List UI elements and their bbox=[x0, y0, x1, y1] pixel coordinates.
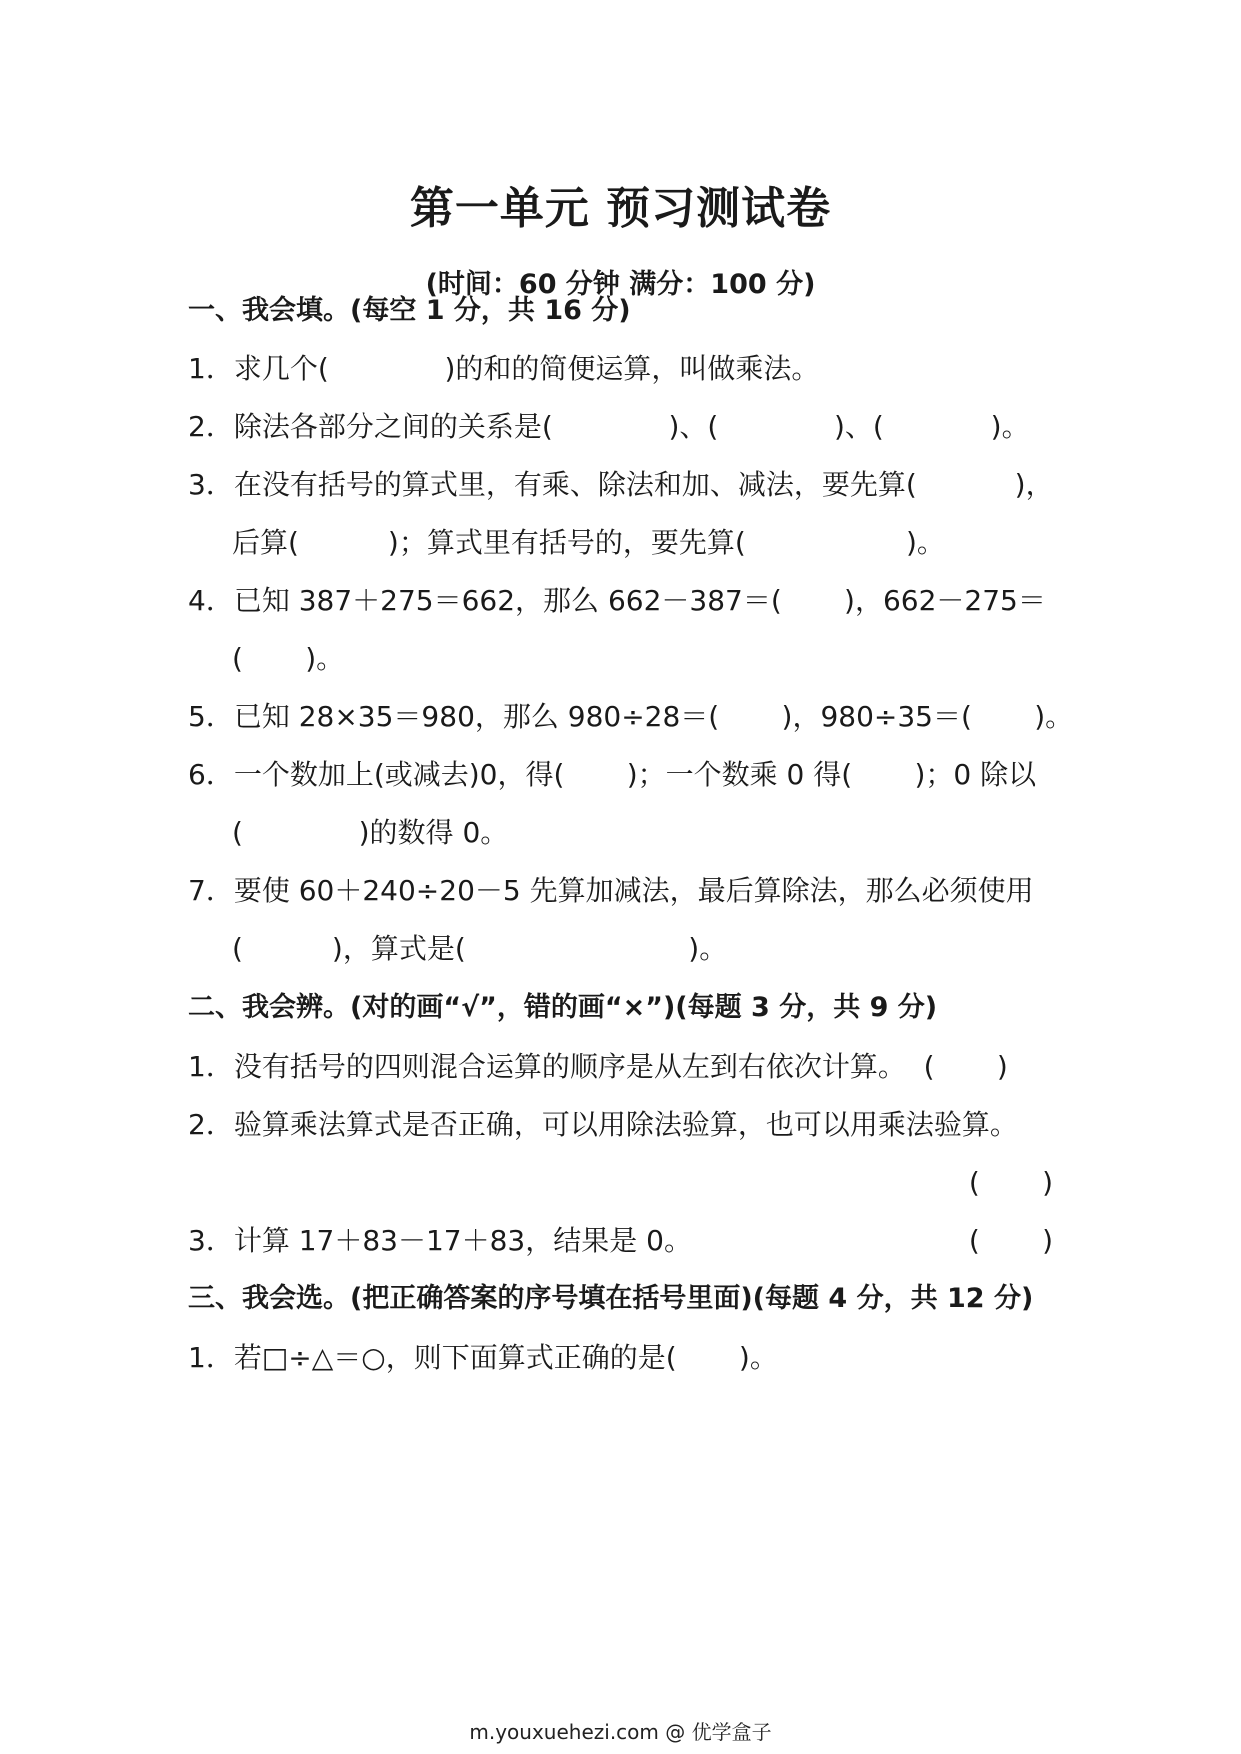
answer-bracket: ( ) bbox=[968, 1224, 1053, 1257]
answer-bracket: ( ) bbox=[968, 1166, 1053, 1199]
section-heading-judge: 二、我会辨。(对的画“√”，错的画“×”)(每题 3 分，共 9 分) bbox=[188, 992, 938, 1023]
section-heading-fill: 一、我会填。(每空 1 分，共 16 分) bbox=[188, 295, 631, 326]
page-title: 第一单元 预习测试卷 bbox=[409, 183, 832, 234]
section-heading-choose: 三、我会选。(把正确答案的序号填在括号里面)(每题 4 分，共 12 分) bbox=[188, 1283, 1034, 1314]
question-line: 3．在没有括号的算式里，有乘、除法和加、减法，要先算( )， bbox=[188, 468, 1054, 501]
question-line-continued: 后算( )；算式里有括号的，要先算( )。 bbox=[232, 526, 945, 559]
question-line: 1．没有括号的四则混合运算的顺序是从左到右依次计算。 ( ) bbox=[188, 1050, 1008, 1083]
question-line: 3．计算 17＋83－17＋83，结果是 0。 bbox=[188, 1224, 692, 1257]
exam-info: (时间：60 分钟 满分：100 分) bbox=[425, 269, 816, 300]
question-line: 6．一个数加上(或减去)0，得( )；一个数乘 0 得( )；0 除以 bbox=[188, 758, 1037, 791]
question-line: 7．要使 60＋240÷20－5 先算加减法，最后算除法，那么必须使用 bbox=[188, 874, 1034, 907]
question-line: 2．除法各部分之间的关系是( )、( )、( )。 bbox=[188, 410, 1030, 443]
question-line-continued: ( )的数得 0。 bbox=[232, 816, 509, 849]
question-line: 4．已知 387＋275＝662，那么 662－387＝( )，662－275＝ bbox=[188, 584, 1046, 617]
question-line-continued: ( )，算式是( )。 bbox=[232, 932, 728, 965]
question-line: 1．若□÷△＝○，则下面算式正确的是( )。 bbox=[188, 1341, 778, 1374]
question-line: 5．已知 28×35＝980，那么 980÷28＝( )，980÷35＝( )。 bbox=[188, 700, 1074, 733]
question-line: 2．验算乘法算式是否正确，可以用除法验算，也可以用乘法验算。 bbox=[188, 1108, 1018, 1141]
question-line-continued: ( )。 bbox=[232, 642, 345, 675]
footer-watermark: m.youxuehezi.com @ 优学盒子 bbox=[469, 1720, 772, 1744]
question-line: 1．求几个( )的和的简便运算，叫做乘法。 bbox=[188, 352, 820, 385]
